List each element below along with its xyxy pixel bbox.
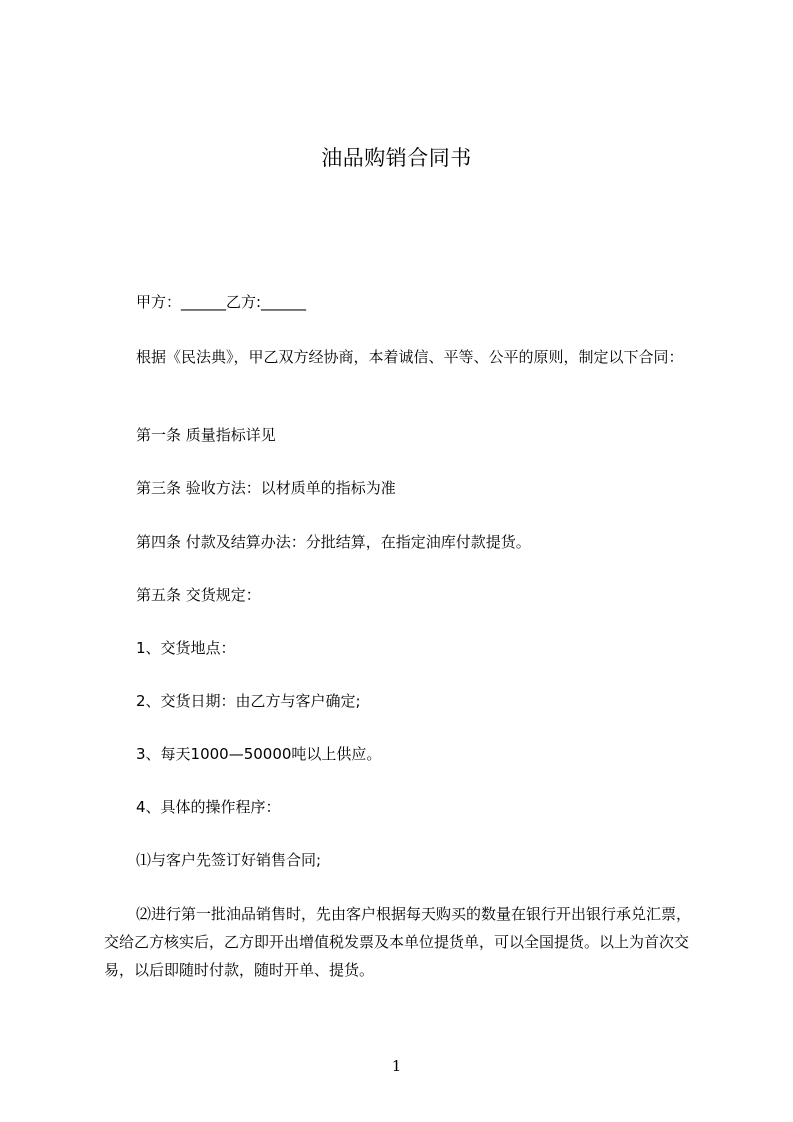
article-1: 第一条 质量指标详见 (136, 426, 276, 444)
article-4: 第四条 付款及结算办法：分批结算，在指定油库付款提货。 (136, 533, 531, 551)
article-3: 第三条 验收方法：以材质单的指标为准 (136, 479, 396, 497)
delivery-item-1: 1、交货地点： (136, 639, 236, 657)
delivery-item-3: 3、每天1000—50000吨以上供应。 (136, 745, 382, 763)
parties-line: 甲方：______乙方:______ (136, 293, 307, 311)
procedure-step-2 (104, 900, 694, 984)
delivery-item-4: 4、具体的操作程序： (136, 798, 281, 816)
procedure-step-2-text: ⑵进行第一批油品销售时，先由客户根据每天购买的数量在银行开出银行承兑汇票，交给乙方核实后，乙方即开出增值税发票及本单位提货单，可以全国提货。以上为首次交易，以后即随时付款，随时开单、提货。 (104, 905, 692, 979)
intro-text: 根据《民法典》，甲乙双方经协商，本着诚信、平等、公平的原则，制定以下合同： (136, 348, 684, 366)
article-5: 第五条 交货规定： (136, 586, 261, 604)
procedure-step-1: ⑴与客户先签订好销售合同; (136, 851, 322, 869)
delivery-item-2: 2、交货日期：由乙方与客户确定; (136, 692, 361, 710)
document-title: 油品购销合同书 (321, 146, 472, 170)
intro-paragraph (104, 343, 694, 371)
page-number: 1 (391, 1057, 402, 1075)
